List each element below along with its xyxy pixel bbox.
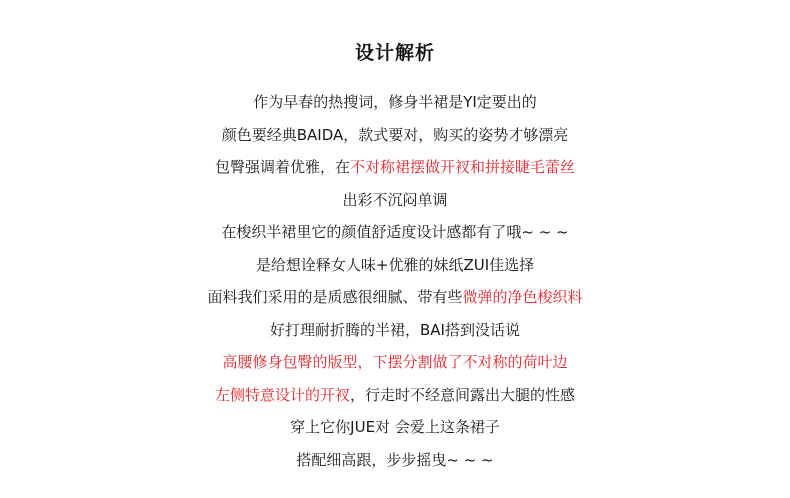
body-text: 穿上它你JUE对 会爱上这条裙子 xyxy=(290,418,500,436)
description-line xyxy=(0,284,790,317)
description-line xyxy=(0,382,790,415)
description-line xyxy=(0,447,790,480)
highlighted-text: 左侧特意设计的开衩 xyxy=(214,385,350,404)
body-text: 颜色要经典BAIDA，款式要对，购买的姿势才够漂亮 xyxy=(221,125,569,144)
body-text: 作为早春的热搜词，修身半裙是YI定要出的 xyxy=(253,93,537,111)
body-text: 包臀强调着优雅，在 xyxy=(214,158,350,176)
highlighted-text: 不对称裙摆做开衩和拼接睫毛蕾丝 xyxy=(350,158,576,176)
description-line xyxy=(0,89,790,122)
description-line xyxy=(0,122,790,155)
body-text: 搭配细高跟，步步摇曳~ ~ ~ xyxy=(296,450,494,469)
description-line xyxy=(0,187,790,220)
highlighted-text: 高腰修身包臀的版型，下摆分割做了不对称的荷叶边 xyxy=(222,353,568,371)
body-text: 好打理耐折腾的半裙，BAI搭到没话说 xyxy=(270,320,520,339)
page-title: 设计解析 xyxy=(354,42,435,64)
body-text: 出彩不沉闷单调 xyxy=(342,190,448,209)
body-text: 面料我们采用的是质感很细腻、带有些 xyxy=(207,288,463,306)
description-lines xyxy=(0,89,790,479)
description-line xyxy=(0,154,790,187)
body-text: ，行走时不经意间露出大腿的性感 xyxy=(350,385,576,404)
description-line xyxy=(0,219,790,252)
description-line xyxy=(0,317,790,350)
body-text: 在梭织半裙里它的颜值舒适度设计感都有了哦~ ~ ~ xyxy=(221,223,569,241)
description-line xyxy=(0,414,790,447)
description-line xyxy=(0,349,790,382)
body-text: 是给想诠释女人味+优雅的妹纸ZUI佳选择 xyxy=(255,255,535,274)
highlighted-text: 微弹的净色梭织料 xyxy=(462,288,583,306)
description-line xyxy=(0,252,790,285)
